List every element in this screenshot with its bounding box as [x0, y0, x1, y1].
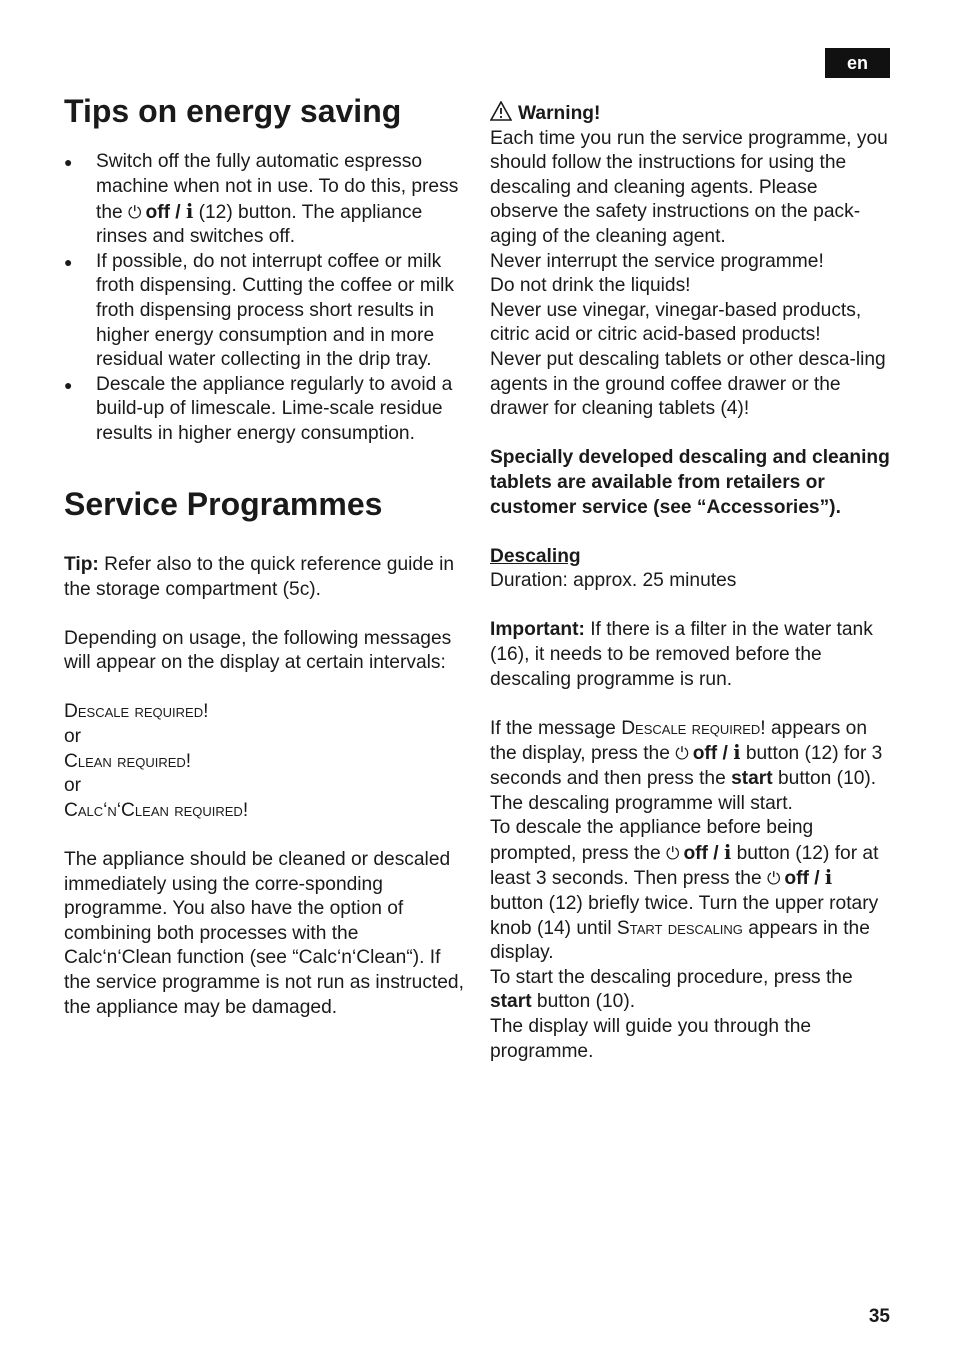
duration-text: Duration: approx. 25 minutes	[490, 570, 737, 592]
warning-text: Never put descaling tablets or other desca-ling agents in the ground coffee drawer or the drawer for cleaning tablets (4)!	[490, 348, 886, 420]
left-column	[64, 92, 464, 1020]
service-programmes-heading: Service Programmes	[64, 485, 383, 522]
intro-paragraph: Depending on usage, the following messages will appear on the display at certain intervals:	[64, 627, 452, 674]
descaling-paragraph: The display will guide you through the programme.	[490, 1015, 812, 1062]
warning-text: Never interrupt the service programme!	[490, 250, 824, 272]
descaling-paragraph: If the message Descale required! appears on the display, press the ⏻ off / i button (12) for 3 seconds and then press the start button (10). The descaling programme will start.	[490, 717, 883, 814]
tip-paragraph: Tip: Refer also to the quick reference guide in the storage compartment (5c).	[64, 553, 455, 600]
descaling-paragraph: To descale the appliance before being prompted, press the ⏻ off / i button (12) for at least 3 seconds. Then press the ⏻ off / i button (12) briefly twice. Turn the upper rotary knob (14) until Start descaling appears in the display.	[490, 817, 879, 964]
energy-tips-list	[64, 150, 464, 446]
display-message: Descale required!	[64, 701, 209, 723]
special-tablets-note: Specially developed descaling and cleaning tablets are available from retailers or customer service (see “Accessories”).	[490, 447, 890, 518]
or-text: or	[64, 775, 82, 797]
warning-text: Do not drink the liquids!	[490, 275, 691, 297]
list-item: ● Switch off the fully automatic espresso machine when not in use. To do this, press the ⏻ off / i (12) button. The appliance rinses and switches off.	[64, 150, 464, 249]
list-item: ● Descale the appliance regularly to avoid a build-up of limescale. Lime-scale residue results in higher energy consumption.	[64, 373, 464, 447]
power-icon: ⏻	[766, 869, 781, 889]
warning-text: Each time you run the service programme, you should follow the instructions for using the descaling and cleaning agents. Please observe the safety instructions on the pack-aging of the cleaning agent.	[490, 127, 888, 247]
energy-saving-heading: Tips on energy saving	[64, 93, 402, 129]
descaling-paragraph: To start the descaling procedure, press the start button (10).	[490, 966, 853, 1013]
language-badge: en	[825, 48, 890, 78]
power-icon: ⏻	[128, 202, 142, 222]
page-number: 35	[868, 1306, 890, 1327]
warning-text: Never use vinegar, vinegar-based products, citric acid or citric acid-based products!	[490, 299, 862, 346]
important-paragraph: Important: If there is a filter in the water tank (16), it needs to be removed before the descaling programme is run.	[490, 619, 873, 690]
descaling-heading: Descaling	[490, 545, 581, 567]
display-message: Calc‘n‘Clean required!	[64, 799, 249, 821]
service-paragraph: The appliance should be cleaned or descaled immediately using the corre-sponding programme. You also have the option of combining both processes with the Calc‘n‘Clean function (see “Calc‘n‘Clean“). If the service programme is not run as instructed, the appliance may be damaged.	[64, 849, 464, 1018]
power-icon: ⏻	[665, 843, 680, 863]
warning-triangle-icon	[490, 101, 512, 121]
warning-heading: Warning!	[490, 101, 890, 127]
power-icon: ⏻	[675, 744, 689, 764]
list-item: ● If possible, do not interrupt coffee or milk froth dispensing. Cutting the coffee or milk froth dispensing process short results in higher energy consumption and in more residual water collecting in the drip tray.	[64, 250, 464, 373]
display-message: Clean required!	[64, 750, 192, 772]
right-column	[490, 101, 890, 1064]
or-text: or	[64, 726, 82, 748]
